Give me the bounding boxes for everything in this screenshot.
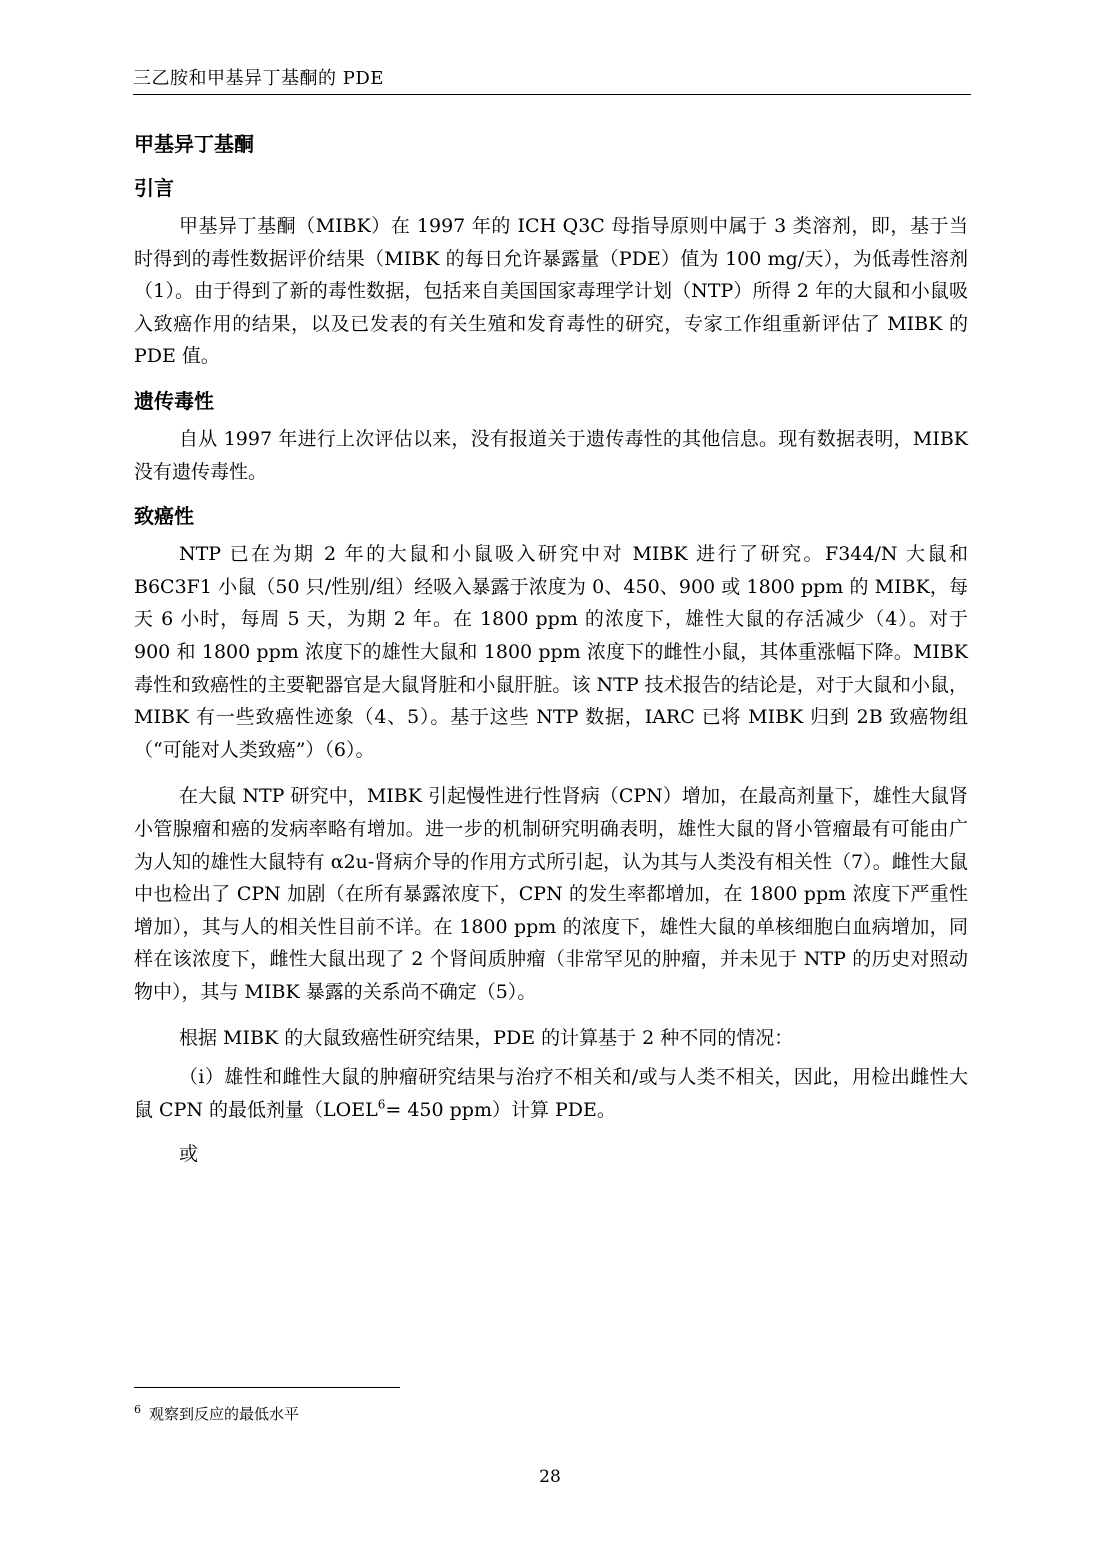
section-heading-carcinogenicity: 致癌性 [134,504,194,529]
footnote-mark: 6 [134,1403,141,1416]
paragraph-introduction: 甲基异丁基酮（MIBK）在 1997 年的 ICH Q3C 母指导原则中属于 3 类溶剂，即，基于当时得到的毒性数据评价结果（MIBK 的每日允许暴露量（PDE）值为 100 mg/天），为低毒性溶剂（1）。由于得到了新的毒性数据，包括来自美国国家毒理学计划（NTP）所得 2 年的大鼠和小鼠吸入致癌作用的结果，以及已发表的有关生殖和发育毒性的研究，专家工作组重新评估了 MIBK 的 PDE 值。 [134,215,968,368]
footnote-text: 观察到反应的最低水平 [149,1405,300,1423]
page-number: 28 [539,1467,561,1487]
footnote-rule [134,1387,400,1388]
header-rule [133,94,971,95]
paragraph-carcinogenicity-2: 在大鼠 NTP 研究中，MIBK 引起慢性进行性肾病（CPN）增加，在最高剂量下，雄性大鼠肾小管腺瘤和癌的发病率略有增加。进一步的机制研究明确表明，雄性大鼠的肾小管瘤最有可能由广为人知的雄性大鼠特有 α2u-肾病介导的作用方式所引起，认为其与人类没有相关性（7）。雌性大鼠中也检出了 CPN 加剧（在所有暴露浓度下，CPN 的发生率都增加，在 1800 ppm 浓度下严重性增加），其与人的相关性目前不详。在 1800 ppm 的浓度下，雄性大鼠的单核细胞白血病增加，同样在该浓度下，雌性大鼠出现了 2 个肾间质肿瘤（非常罕见的肿瘤，并未见于 NTP 的历史对照动物中），其与 MIBK 暴露的关系尚不确定（5）。 [134,785,968,1003]
section-heading-introduction: 引言 [134,176,174,200]
footnote [134,1400,968,1424]
list-item-i [134,1061,968,1126]
list-item-i-text: （i）雄性和雌性大鼠的肿瘤研究结果与治疗不相关和/或与人类不相关，因此，用检出雌性大鼠 CPN 的最低剂量（LOEL [134,1066,968,1121]
or-text: 或 [179,1143,199,1166]
paragraph-genotoxicity: 自从 1997 年进行上次评估以来，没有报道关于遗传毒性的其他信息。现有数据表明，MIBK 没有遗传毒性。 [134,427,968,483]
document-body [134,128,968,1171]
running-header: 三乙胺和甲基异丁基酮的 PDE [133,68,384,89]
section-heading-genotoxicity: 遗传毒性 [134,388,214,413]
paragraph-carcinogenicity-1: NTP 已在为期 2 年的大鼠和小鼠吸入研究中对 MIBK 进行了研究。F344/N 大鼠和 B6C3F1 小鼠（50 只/性别/组）经吸入暴露于浓度为 0、450、900 或 1800 ppm 的 MIBK，每天 6 小时，每周 5 天，为期 2 年。在 1800 ppm 的浓度下，雄性大鼠的存活减少（4）。对于 900 和 1800 ppm 浓度下的雄性大鼠和 1800 ppm 浓度下的雌性小鼠，其体重涨幅下降。MIBK 毒性和致癌性的主要靶器官是大鼠肾脏和小鼠肝脏。该 NTP 技术报告的结论是，对于大鼠和小鼠，MIBK 有一些致癌性迹象（4、5）。基于这些 NTP 数据，IARC 已将 MIBK 归到 2B 致癌物组（“可能对人类致癌”）（6）。 [134,543,968,761]
footnote-reference[interactable]: 6 [377,1097,386,1112]
paragraph-carcinogenicity-3: 根据 MIBK 的大鼠致癌性研究结果，PDE 的计算基于 2 种不同的情况： [179,1027,794,1050]
document-title: 甲基异丁基酮 [134,132,254,156]
list-item-i-tail: = 450 ppm）计算 PDE。 [385,1098,616,1121]
